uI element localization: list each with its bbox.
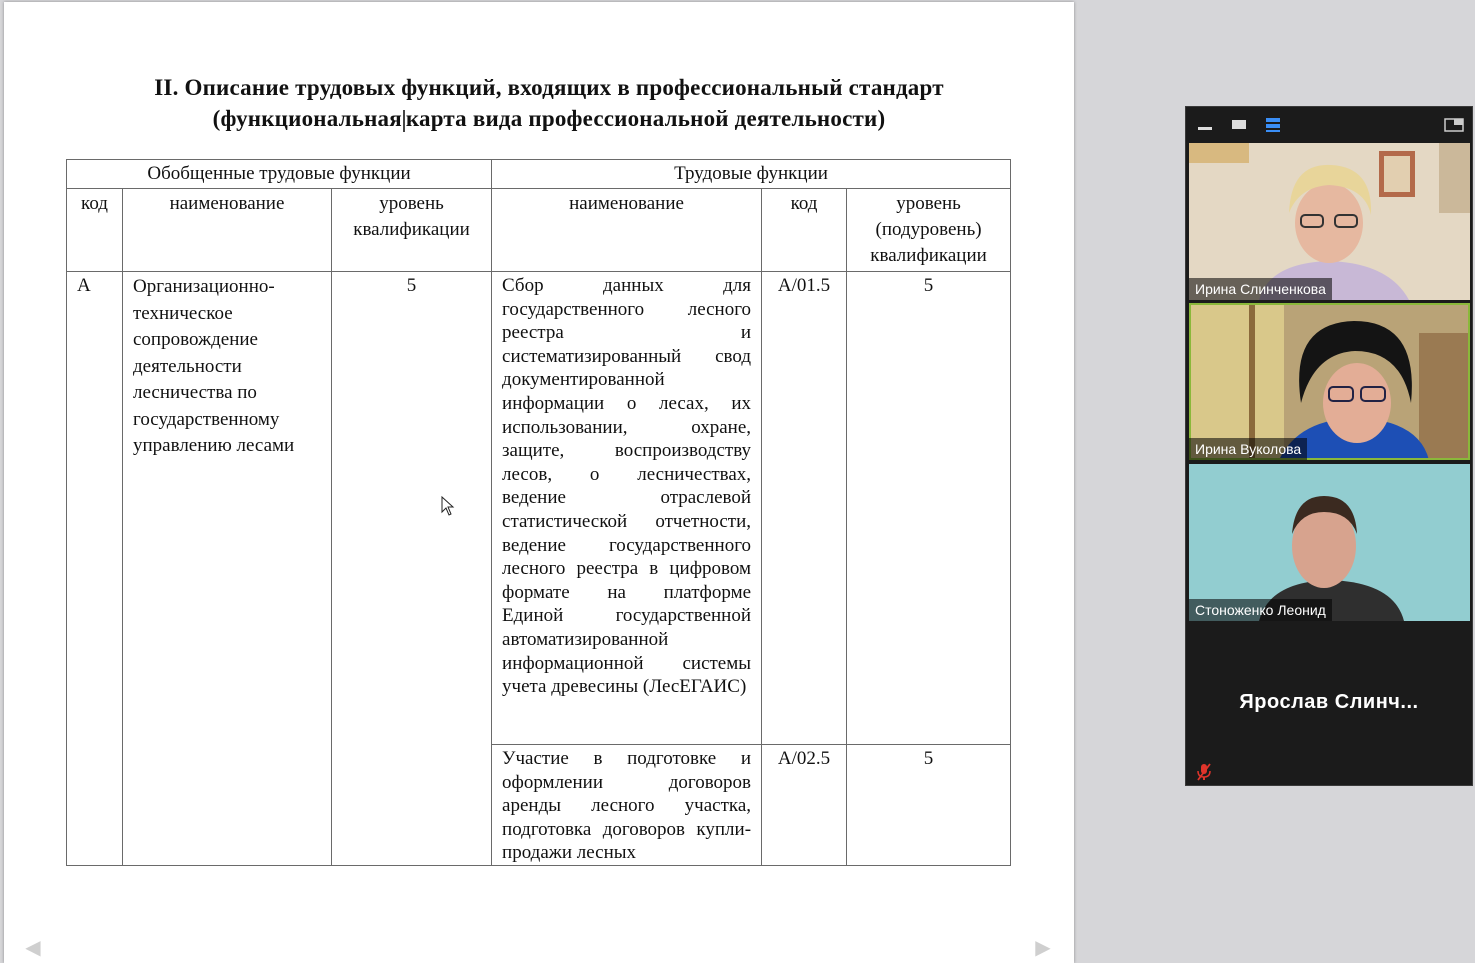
gtf-name: Организационно-техническое сопровождение деятельности лесничества по государственному управлению лесами bbox=[123, 272, 332, 866]
function-name: Сбор данных для государственного лесного реестра и систематизированный свод документированной информации о лесах, их использовании, охране, защите, воспроизводству лесов, о лесничествах, ведение отраслевой статистической отчетности, ведение государственного лесного реестра в цифровом формате на платформе Единой государственной автоматизированной информационной системы учета древесины (ЛесЕГАИС) bbox=[492, 272, 762, 745]
audio-only-participant-name: Ярослав Слинч... bbox=[1239, 691, 1419, 713]
video-panel bbox=[1185, 106, 1473, 786]
group-header-generalized: Обобщенные трудовые функции bbox=[67, 160, 492, 189]
participant-name: Ирина Вуколова bbox=[1189, 438, 1307, 460]
mouse-pointer-icon bbox=[441, 496, 455, 516]
functions-table bbox=[66, 159, 1011, 866]
participant-video bbox=[1189, 143, 1470, 300]
exit-fullscreen-icon[interactable] bbox=[1444, 117, 1464, 133]
participant-name: Стоноженко Леонид bbox=[1189, 599, 1332, 621]
function-level: 5 bbox=[847, 745, 1011, 866]
col-header-function-code: код bbox=[762, 189, 847, 272]
table-group-header-row bbox=[67, 160, 1011, 189]
speaker-view-icon[interactable] bbox=[1230, 117, 1248, 131]
participant-video bbox=[1189, 464, 1470, 621]
function-level: 5 bbox=[847, 272, 1011, 745]
video-panel-toolbar bbox=[1186, 107, 1472, 141]
participant-tile[interactable] bbox=[1189, 143, 1470, 300]
group-header-functions: Трудовые функции bbox=[492, 160, 1011, 189]
document-slide bbox=[4, 2, 1074, 963]
col-header-code: код bbox=[67, 189, 123, 272]
col-header-function-level: уровень (подуровень) квалификации bbox=[847, 189, 1011, 272]
function-code: А/01.5 bbox=[762, 272, 847, 745]
col-header-name: наименование bbox=[123, 189, 332, 272]
minimize-icon[interactable] bbox=[1196, 117, 1214, 131]
title-line-2: (функциональная карта вида профессиональной деятельности) bbox=[212, 106, 886, 131]
function-code: А/02.5 bbox=[762, 745, 847, 866]
next-slide-arrow-icon[interactable]: ▶ bbox=[1035, 937, 1051, 959]
previous-slide-arrow-icon[interactable]: ◀ bbox=[25, 937, 41, 959]
participant-name: Ирина Слинченкова bbox=[1189, 278, 1332, 300]
title-line-1: II. Описание трудовых функций, входящих в профессиональный стандарт bbox=[154, 75, 944, 100]
participant-tile[interactable] bbox=[1189, 464, 1470, 621]
gtf-level: 5 bbox=[332, 272, 492, 866]
function-name-cell bbox=[492, 745, 762, 866]
participant-tile-active[interactable] bbox=[1189, 303, 1470, 460]
col-header-function-name: наименование bbox=[492, 189, 762, 272]
text-cursor-icon bbox=[403, 110, 405, 132]
gtf-code: А bbox=[67, 272, 123, 866]
gallery-view-icon[interactable] bbox=[1264, 117, 1282, 133]
table-row bbox=[67, 272, 1011, 745]
document-title bbox=[44, 72, 1054, 134]
table-column-header-row bbox=[67, 189, 1011, 272]
participant-video bbox=[1189, 303, 1470, 460]
col-header-level: уровень квалификации bbox=[332, 189, 492, 272]
function-name: Участие в подготовке и оформлении договоров аренды лесного участка, подготовка договоров купли-продажи лесных bbox=[502, 748, 752, 863]
microphone-muted-icon bbox=[1196, 763, 1212, 781]
